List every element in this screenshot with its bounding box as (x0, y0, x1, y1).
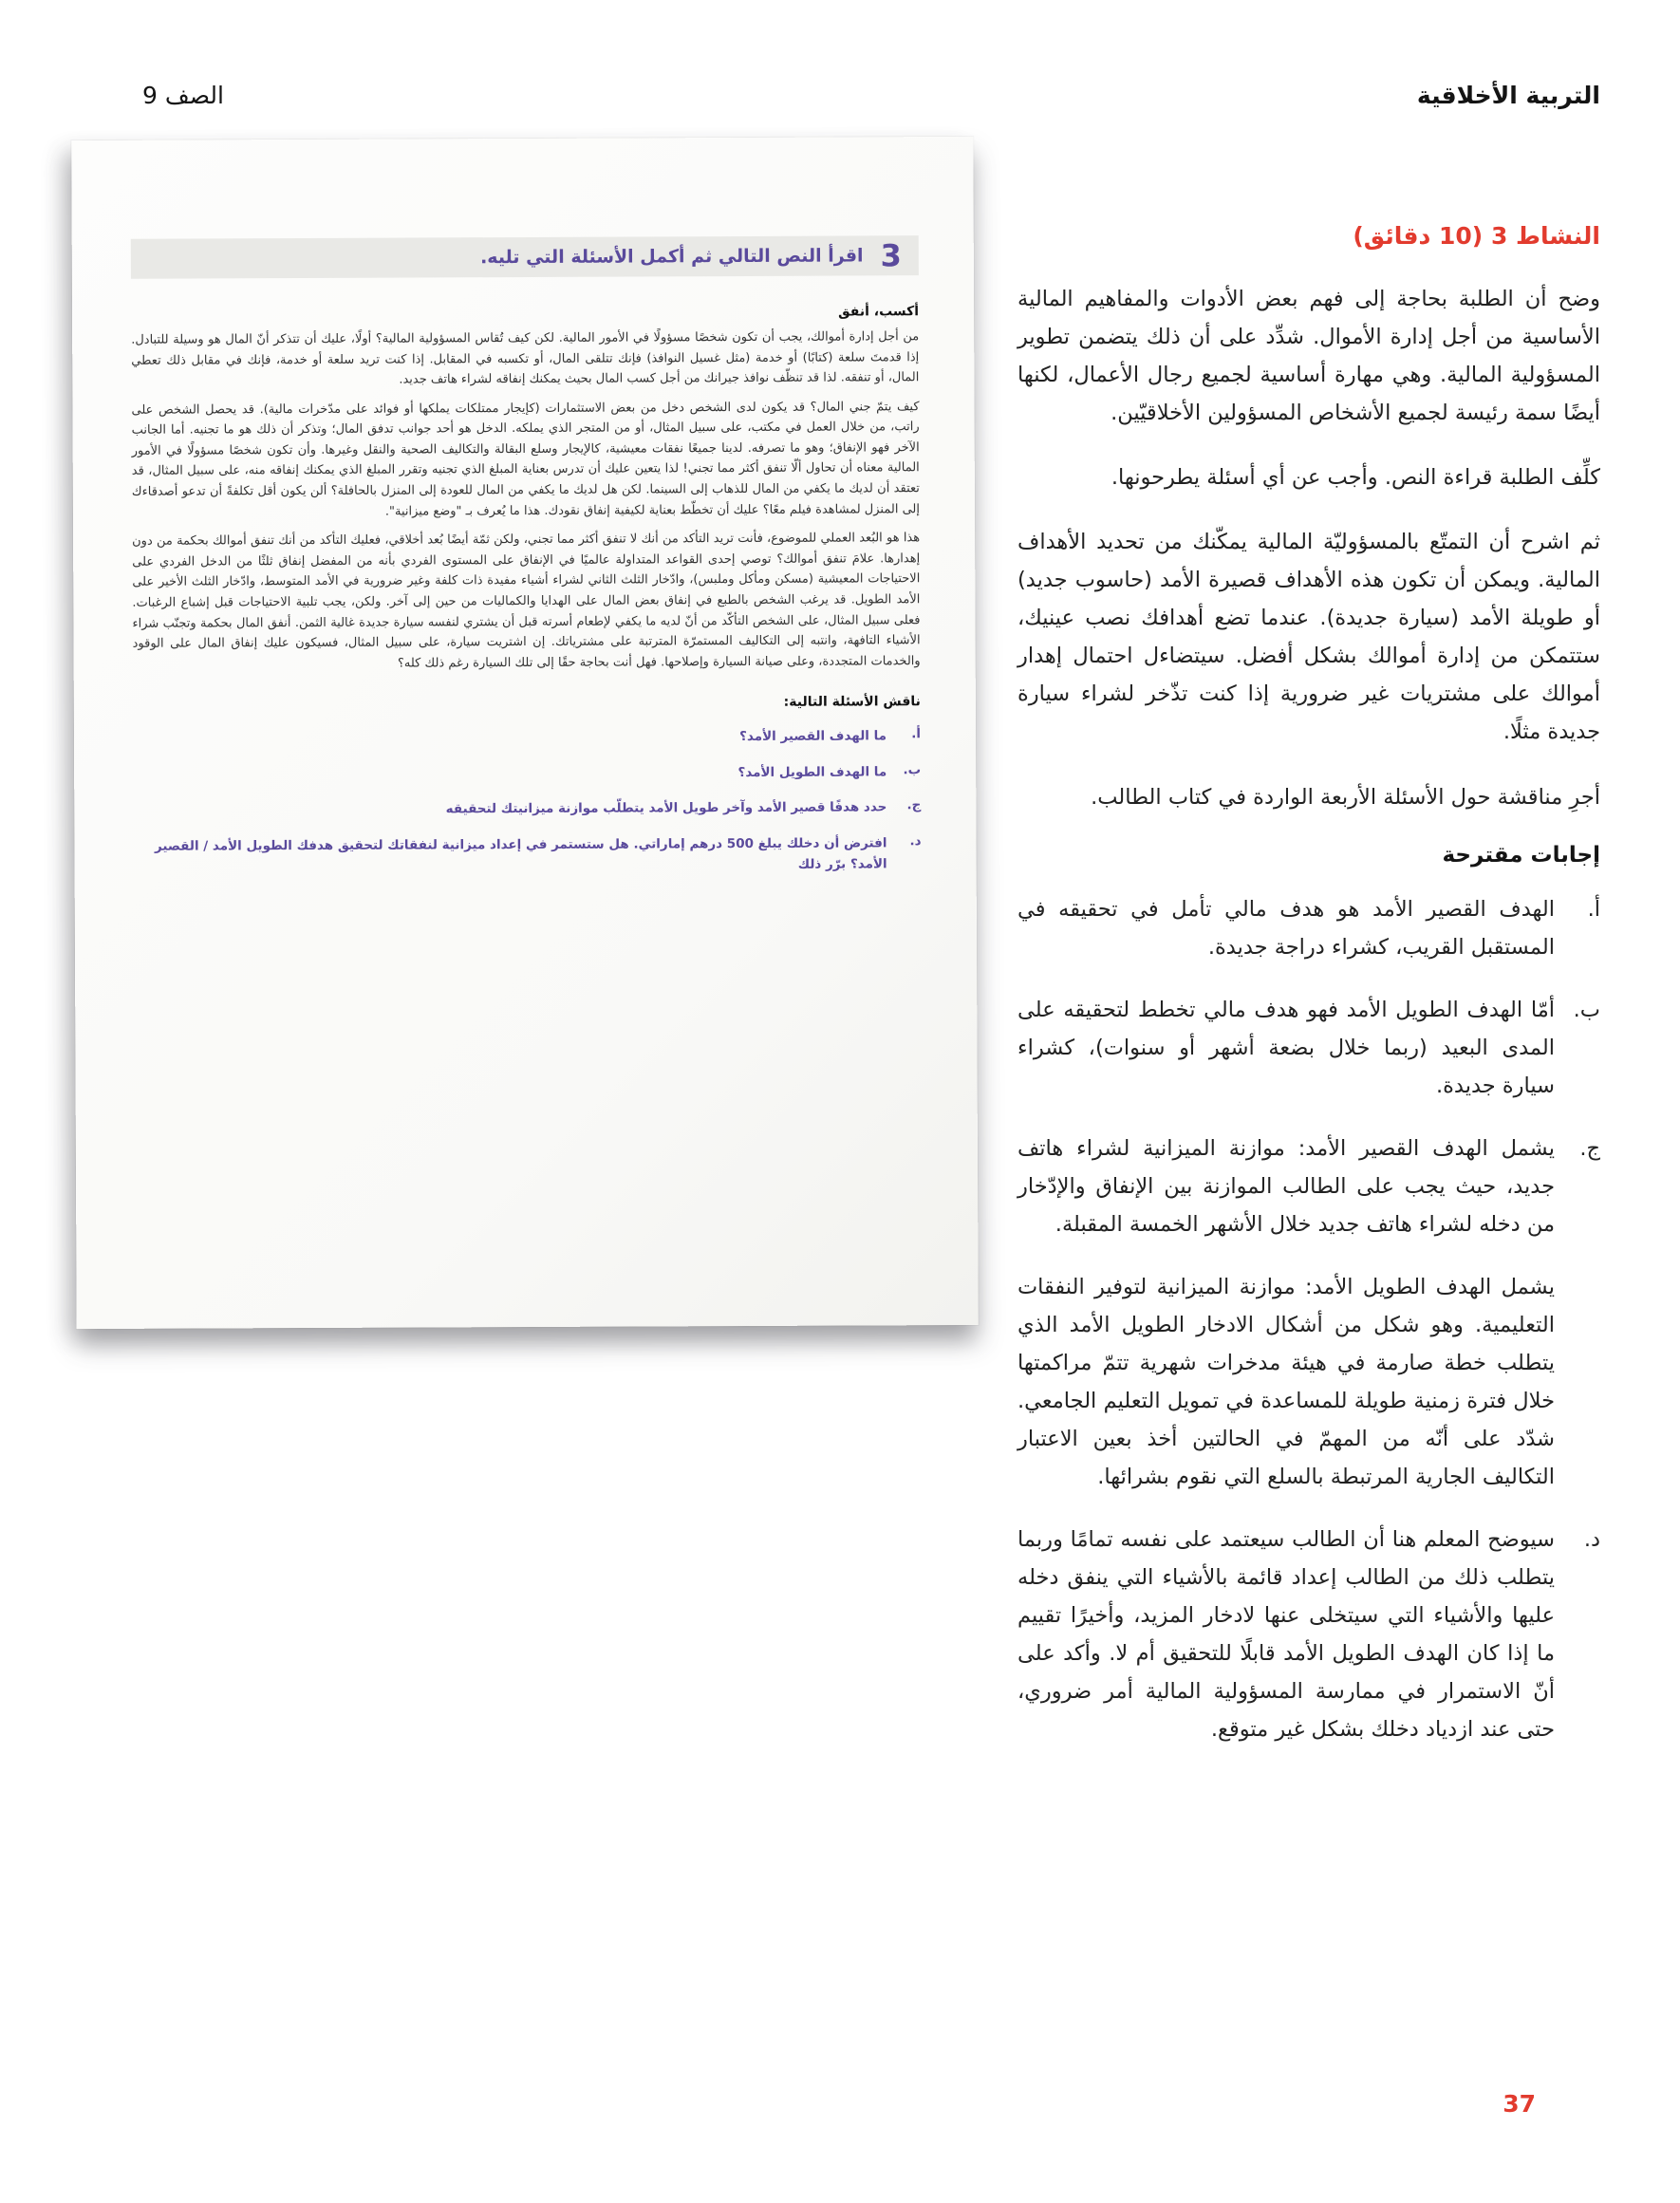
teacher-column (1017, 222, 1600, 1774)
activity-paragraph: وضح أن الطلبة بحاجة إلى فهم بعض الأدوات والمفاهيم المالية الأساسية من أجل إدارة الأموال. شدِّد على أن ذلك يتضمن تطوير المسؤولية المالية. وهي مهارة أساسية لجميع رجال الأعمال، لكنها أيضًا سمة رئيسة لجميع الأشخاص المسؤولين الأخلاقيّين. (1017, 287, 1600, 426)
panel-paragraph: من أجل إدارة أموالك، يجب أن تكون شخصًا مسؤولًا في الأمور المالية. لكن كيف تُقاس المسؤولية المالية؟ أولًا، عليك أن تتذكر أنّ المال هو وسيلة للتبادل. إذا قدمتَ سلعة (كتابًا) أو خدمة (مثل غسيل النوافذ) فإنك تتلقى المال، أو تكسبه في المقابل. إذا كنت تريد سلعة أو خدمة، فإنك في مقابل ذلك تعطي المال، أو تنفقه. لذا قد تنظّف نوافذ جيرانك من أجل كسب المال بحيث يمكنك إنفاقه لشراء هاتف جديد. (131, 329, 920, 387)
grade-label: الصف 9 (142, 82, 224, 109)
answer-text: الهدف القصير الأمد هو هدف مالي تأمل في تحقيقه في المستقبل القريب، كشراء دراجة جديدة. (1017, 896, 1555, 960)
answer-text: يشمل الهدف القصير الأمد: موازنة الميزانية لشراء هاتف جديد، حيث يجب على الطالب الموازنة بين الإنفاق والإدّخار من دخله لشراء هاتف جديد خلال الأشهر الخمسة المقبلة. (1017, 1135, 1555, 1237)
page-number: 37 (1503, 2090, 1536, 2118)
question-text: ما الهدف القصير الأمد؟ (739, 728, 887, 745)
panel-section-title: أكسب، أنفق (838, 304, 920, 320)
answer-item (1017, 1130, 1600, 1243)
question-marker: ب. (903, 762, 922, 778)
activity-title: النشاط 3 (10 دقائق) (1353, 222, 1600, 250)
panel-header-bar (131, 235, 919, 279)
question-text: حدد هدفًا قصير الأمد وآخر طويل الأمد يتطلّب موازنة ميزانيتك لتحقيقه (445, 799, 887, 817)
panel-paragraphs (131, 327, 921, 675)
doc-title: التربية الأخلاقية (1416, 82, 1600, 109)
panel-instruction: اقرأ النص التالي ثم أكمل الأسئلة التي تليه. (480, 245, 864, 269)
activity-paragraph: ثم اشرح أن التمتّع بالمسؤوليّة المالية يمكّنك من تحديد الأهداف المالية. ويمكن أن تكون هذه الأهداف قصيرة الأمد (حاسوب جديد) أو طويلة الأمد (سيارة جديدة). عندما تضع أهدافك نصب عينيك، ستتمكن من إدارة أموالك بشكل أفضل. سيتضاءل احتمال إهدار أموالك على مشتريات غير ضرورية إذا كنت تذّخر لشراء سيارة جديدة مثلًا. (1017, 530, 1600, 745)
question-marker: ج. (906, 797, 922, 813)
answer-marker (1555, 1268, 1600, 1496)
discuss-title: ناقش الأسئلة التالية: (783, 694, 921, 711)
question-marker: د. (909, 833, 922, 849)
panel-paragraph: كيف يتمّ جني المال؟ قد يكون لدى الشخص دخل من بعض الاستثمارات (كإيجار ممتلكات يملكها أو فوائد على مدّخرات مالية). قد يحصل الشخص على راتب، من خلال العمل في مكتب، على سبيل المثال، أو من المتجر الذي يملكه. الدخل هو أحد جوانب تدفق المال؛ وتذكر أن ذلك هو ما تجنيه. أما الجانب الآخر فهو الإنفاق؛ وهو ما تصرفه. لدينا جميعًا نفقات معيشية، كالإيجار وسلع البقالة والتكاليف الصحية والنقل وغيرها. وأن تكون شخصًا مسؤولًا في الأمور المالية معناه أن تحاول ألّا تنفق أكثر مما تجني! لذا يتعين عليك أن تدرس بعناية المبلغ الذي تجنيه وتقرر المبلغ الذي يمكنك إنفاقه منه، على سبيل المثال، قد تعتقد أن لديك ما يكفي من المال للذهاب إلى السينما. لكن هل لديك ما يكفي من المال للعودة إلى المنزل بالحافلة؟ ألن يكون أقل تكلفةً أن تدعو أصدقاءك إلى المنزل لمشاهدة فيلم معًا؟ عليك أن تخطّط بعناية لكيفية إنفاق نقودك. هذا ما يُعرف بـ "وضع ميزانية". (131, 399, 921, 519)
activity-paragraph: أجرِ مناقشة حول الأسئلة الأربعة الواردة في كتاب الطالب. (1091, 784, 1600, 810)
answer-text: أمّا الهدف الطويل الأمد فهو هدف مالي تخطط لتحقيقه على المدى البعيد (ربما خلال بضعة أشهر أو سنوات)، كشراء سيارة جديدة. (1017, 997, 1555, 1098)
answers-title: إجابات مقترحة (1442, 842, 1600, 868)
question-text: افترض أن دخلك يبلغ 500 درهم إماراتي. هل ستستمر في إعداد ميزانية لنفقاتك لتحقيق هدفك الطويل الأمد / القصير الأمد؟ برّر ذلك (154, 835, 887, 872)
answer-item (1017, 1521, 1600, 1748)
answer-marker: د. (1583, 1527, 1600, 1553)
answer-text: يشمل الهدف الطويل الأمد: موازنة الميزانية لتوفير النفقات التعليمية. وهو شكل من أشكال الادخار الطويل الأمد الذي يتطلب خطة صارمة في هيئة مدخرات شهرية تتمّ مراكمتها خلال فترة زمنية طويلة للمساعدة في تمويل التعليم الجامعي. شدّد على أنّه من المهمّ في الحالتين أخذ بعين الاعتبار التكاليف الجارية المرتبطة بالسلع التي نقوم بشرائها. (1017, 1274, 1555, 1490)
question-marker: أ. (911, 726, 922, 742)
question-item (133, 762, 921, 786)
panel-paragraph: هذا هو البُعد العملي للموضوع، فأنت تريد التأكد من أنك لا تنفق أكثر مما تجني، ولكن ثمّة أيضًا بُعد أخلاقي، فعليك التأكد من أنك تنفق أموالك بحكمة من دون إهدارها. علامَ تنفق أموالك؟ توصي إحدى القواعد المتداولة عالميًا في الإنفاق على المستوى الفردي بأنه من المفضل إنفاق ثلثًا من الدخل الفردي على الاحتياجات المعيشية (مسكن ومأكل وملبس)، وادّخار الثلث الثاني لشراء أشياء مفيدة ذات كلفة وغير ضرورية في الأمد المتوسط، وادّخار الثلث الأخير على الأمد الطويل. قد يرغب الشخص بالطبع في إنفاق بعض المال على الهدايا والكماليات من حين إلى آخر. ولكن، يجب تلبية الاحتياجات قبل إشباع الرغبات. فعلى سبيل المثال، على الشخص التأكّد من أنّ لديه ما يكفي لإطعام أسرته قبل أن يشتري لنفسه سيارة جديدة غالية الثمن. أنفق المال بحكمة وتجنّب شراء الأشياء التافهة، وانتبه إلى التكاليف المستمرّة المترتبة على مشترياتك. إن اشتريت سيارة، على سبيل المثال، فسيكون عليك إنفاق المال على الوقود والخدمات المتجددة، وعلى صيانة السيارة وإصلاحها. فهل أنت بحاجة حقًا إلى تلك السيارة رغم ذلك كله؟ (132, 531, 921, 671)
activity-paragraphs (1017, 280, 1600, 816)
answer-item (1017, 1268, 1600, 1496)
panel-activity-number: 3 (880, 237, 902, 274)
answer-marker: أ. (1587, 896, 1600, 922)
answers-list (1017, 890, 1600, 1749)
question-item (133, 726, 921, 750)
answer-marker: ج. (1579, 1135, 1600, 1161)
question-text: ما الهدف الطويل الأمد؟ (737, 764, 887, 780)
answer-text: سيوضح المعلم هنا أن الطالب سيعتمد على نفسه تمامًا وربما يتطلب ذلك من الطالب إعداد قائمة بالأشياء التي ينفق دخله عليها والأشياء التي سيتخلى عنها لادخار المزيد، وأخيرًا تقييم ما إذا كان الهدف الطويل الأمد قابلًا للتحقيق أم لا. وأكد على أنّ الاستمرار في ممارسة المسؤولية المالية أمر ضروري، حتى عند ازدياد دخلك بشكل غير متوقع. (1017, 1527, 1555, 1743)
answer-item (1017, 991, 1600, 1105)
scan-content (71, 137, 976, 878)
panel-questions (133, 726, 922, 878)
answer-item (1017, 890, 1600, 966)
answer-marker: ب. (1573, 997, 1600, 1022)
activity-paragraph: كلِّف الطلبة قراءة النص. وأجب عن أي أسئلة يطرحونها. (1111, 465, 1600, 491)
question-item (133, 833, 921, 878)
student-book-scan (71, 137, 978, 1329)
question-item (133, 798, 921, 822)
